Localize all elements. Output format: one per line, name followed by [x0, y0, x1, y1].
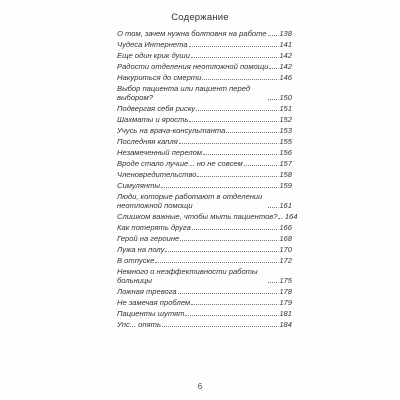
toc-leader-dots: [185, 315, 277, 316]
toc-entry: [117, 102, 292, 113]
toc-leader-dots: [189, 46, 277, 47]
toc-leader-dots: [179, 143, 277, 144]
toc-leader-dots: [197, 176, 277, 177]
toc-leader-dots: [268, 35, 277, 36]
toc-entry-page: 164: [284, 212, 298, 221]
toc-entry: [117, 243, 292, 254]
toc-entry-title: Вроде стало лучше... но не совсем: [117, 159, 243, 168]
toc-entry: [117, 124, 292, 135]
toc-leader-dots: [165, 251, 277, 252]
toc-entry-title: Симулянты: [117, 181, 160, 190]
toc-entry: [117, 296, 292, 307]
toc-entry-title: Шахматы и ярость: [117, 115, 189, 124]
toc-entry-title: Слишком важные, чтобы мыть пациентов?: [117, 212, 278, 221]
table-of-contents: [117, 27, 298, 329]
toc-entry: [117, 210, 298, 221]
toc-entry-page: 156: [279, 148, 292, 157]
toc-entry-title: Пациенты шутят: [117, 309, 185, 318]
toc-entry: [117, 71, 292, 82]
toc-entry-title: Лужа на полу: [117, 245, 165, 254]
toc-leader-dots: [244, 165, 277, 166]
toc-leader-dots: [268, 99, 277, 100]
toc-leader-dots: [226, 132, 277, 133]
toc-entry-title: Радости отделения неотложной помощи: [117, 62, 269, 71]
toc-leader-dots: [192, 229, 277, 230]
toc-entry: [117, 38, 292, 49]
toc-entry: [117, 285, 292, 296]
page-number: 6: [197, 382, 203, 391]
toc-entry-page: 150: [279, 93, 292, 102]
toc-entry-title: Последняя капля: [117, 137, 178, 146]
toc-entry-page: 179: [279, 298, 292, 307]
toc-entry-title: Как потерять друга: [117, 223, 191, 232]
toc-entry-page: 181: [279, 309, 292, 318]
toc-entry-page: 152: [279, 115, 292, 124]
toc-leader-dots: [180, 240, 277, 241]
toc-entry-title: Накуриться до смерти: [117, 73, 202, 82]
toc-entry-page: 142: [279, 51, 292, 60]
toc-entry-page: 158: [279, 170, 292, 179]
toc-entry-page: 172: [279, 256, 292, 265]
toc-entry: [117, 27, 292, 38]
toc-entry-title: Люди, которые работают в отделении неотложной помощи: [117, 192, 263, 210]
toc-entry: [117, 221, 292, 232]
toc-entry-title: Членовредительство: [117, 170, 197, 179]
toc-entry-page: 175: [279, 276, 292, 285]
toc-entry: [117, 146, 292, 157]
toc-leader-dots: [269, 68, 277, 69]
toc-entry: [117, 60, 292, 71]
toc-entry-page: 151: [279, 104, 292, 113]
toc-entry-title: Подвергая себя риску: [117, 104, 196, 113]
toc-leader-dots: [278, 218, 282, 219]
toc-leader-dots: [196, 110, 277, 111]
toc-entry-page: 161: [279, 201, 292, 210]
toc-entry-page: 170: [279, 245, 292, 254]
toc-entry: [117, 49, 292, 60]
toc-entry: [117, 168, 292, 179]
toc-leader-dots: [191, 304, 277, 305]
toc-entry-page: 155: [279, 137, 292, 146]
toc-entry-title: Упс... опять: [117, 320, 161, 329]
toc-entry-title: Выбор пациента или пациент перед выбором?: [117, 84, 251, 102]
toc-entry: [117, 318, 292, 329]
toc-leader-dots: [189, 121, 277, 122]
toc-entry-page: 157: [279, 159, 292, 168]
toc-entry: [117, 135, 292, 146]
toc-entry: [117, 113, 292, 124]
toc-entry-title: Ложная тревога: [117, 287, 177, 296]
toc-entry-page: 166: [279, 223, 292, 232]
toc-entry-title: В отпуске: [117, 256, 155, 265]
toc-entry-page: 159: [279, 181, 292, 190]
toc-entry-page: 141: [279, 40, 292, 49]
toc-entry: [117, 190, 292, 210]
toc-entry-title: Не замечая проблем: [117, 298, 191, 307]
toc-entry-title: Немного о неэффективности работы больницы: [117, 267, 258, 285]
toc-entry-page: 178: [279, 287, 292, 296]
toc-leader-dots: [191, 57, 277, 58]
toc-entry-title: О том, зачем нужна болтовня на работе: [117, 29, 267, 38]
toc-entry-title: Учусь на врача-консультанта: [117, 126, 226, 135]
toc-entry-title: Незамеченный перелом: [117, 148, 203, 157]
toc-entry: [117, 82, 292, 102]
toc-entry-title: Чудеса Интернета: [117, 40, 188, 49]
toc-leader-dots: [162, 326, 277, 327]
toc-entry-page: 146: [279, 73, 292, 82]
toc-leader-dots: [161, 187, 277, 188]
toc-entry: [117, 179, 292, 190]
toc-leader-dots: [155, 262, 277, 263]
page-title: Содержание: [171, 12, 229, 23]
toc-leader-dots: [202, 79, 277, 80]
toc-leader-dots: [268, 282, 277, 283]
toc-entry: [117, 307, 292, 318]
toc-leader-dots: [178, 293, 277, 294]
toc-entry-page: 184: [279, 320, 292, 329]
toc-entry: [117, 232, 292, 243]
toc-entry-page: 168: [279, 234, 292, 243]
toc-entry: [117, 157, 292, 168]
toc-entry-page: 138: [279, 29, 292, 38]
toc-leader-dots: [268, 207, 277, 208]
toc-entry: [117, 265, 292, 285]
toc-leader-dots: [203, 154, 277, 155]
toc-entry: [117, 254, 292, 265]
toc-entry-page: 142: [279, 62, 292, 71]
toc-entry-title: Герой на героине: [117, 234, 180, 243]
toc-entry-title: Еще один крик души: [117, 51, 190, 60]
toc-entry-page: 153: [279, 126, 292, 135]
